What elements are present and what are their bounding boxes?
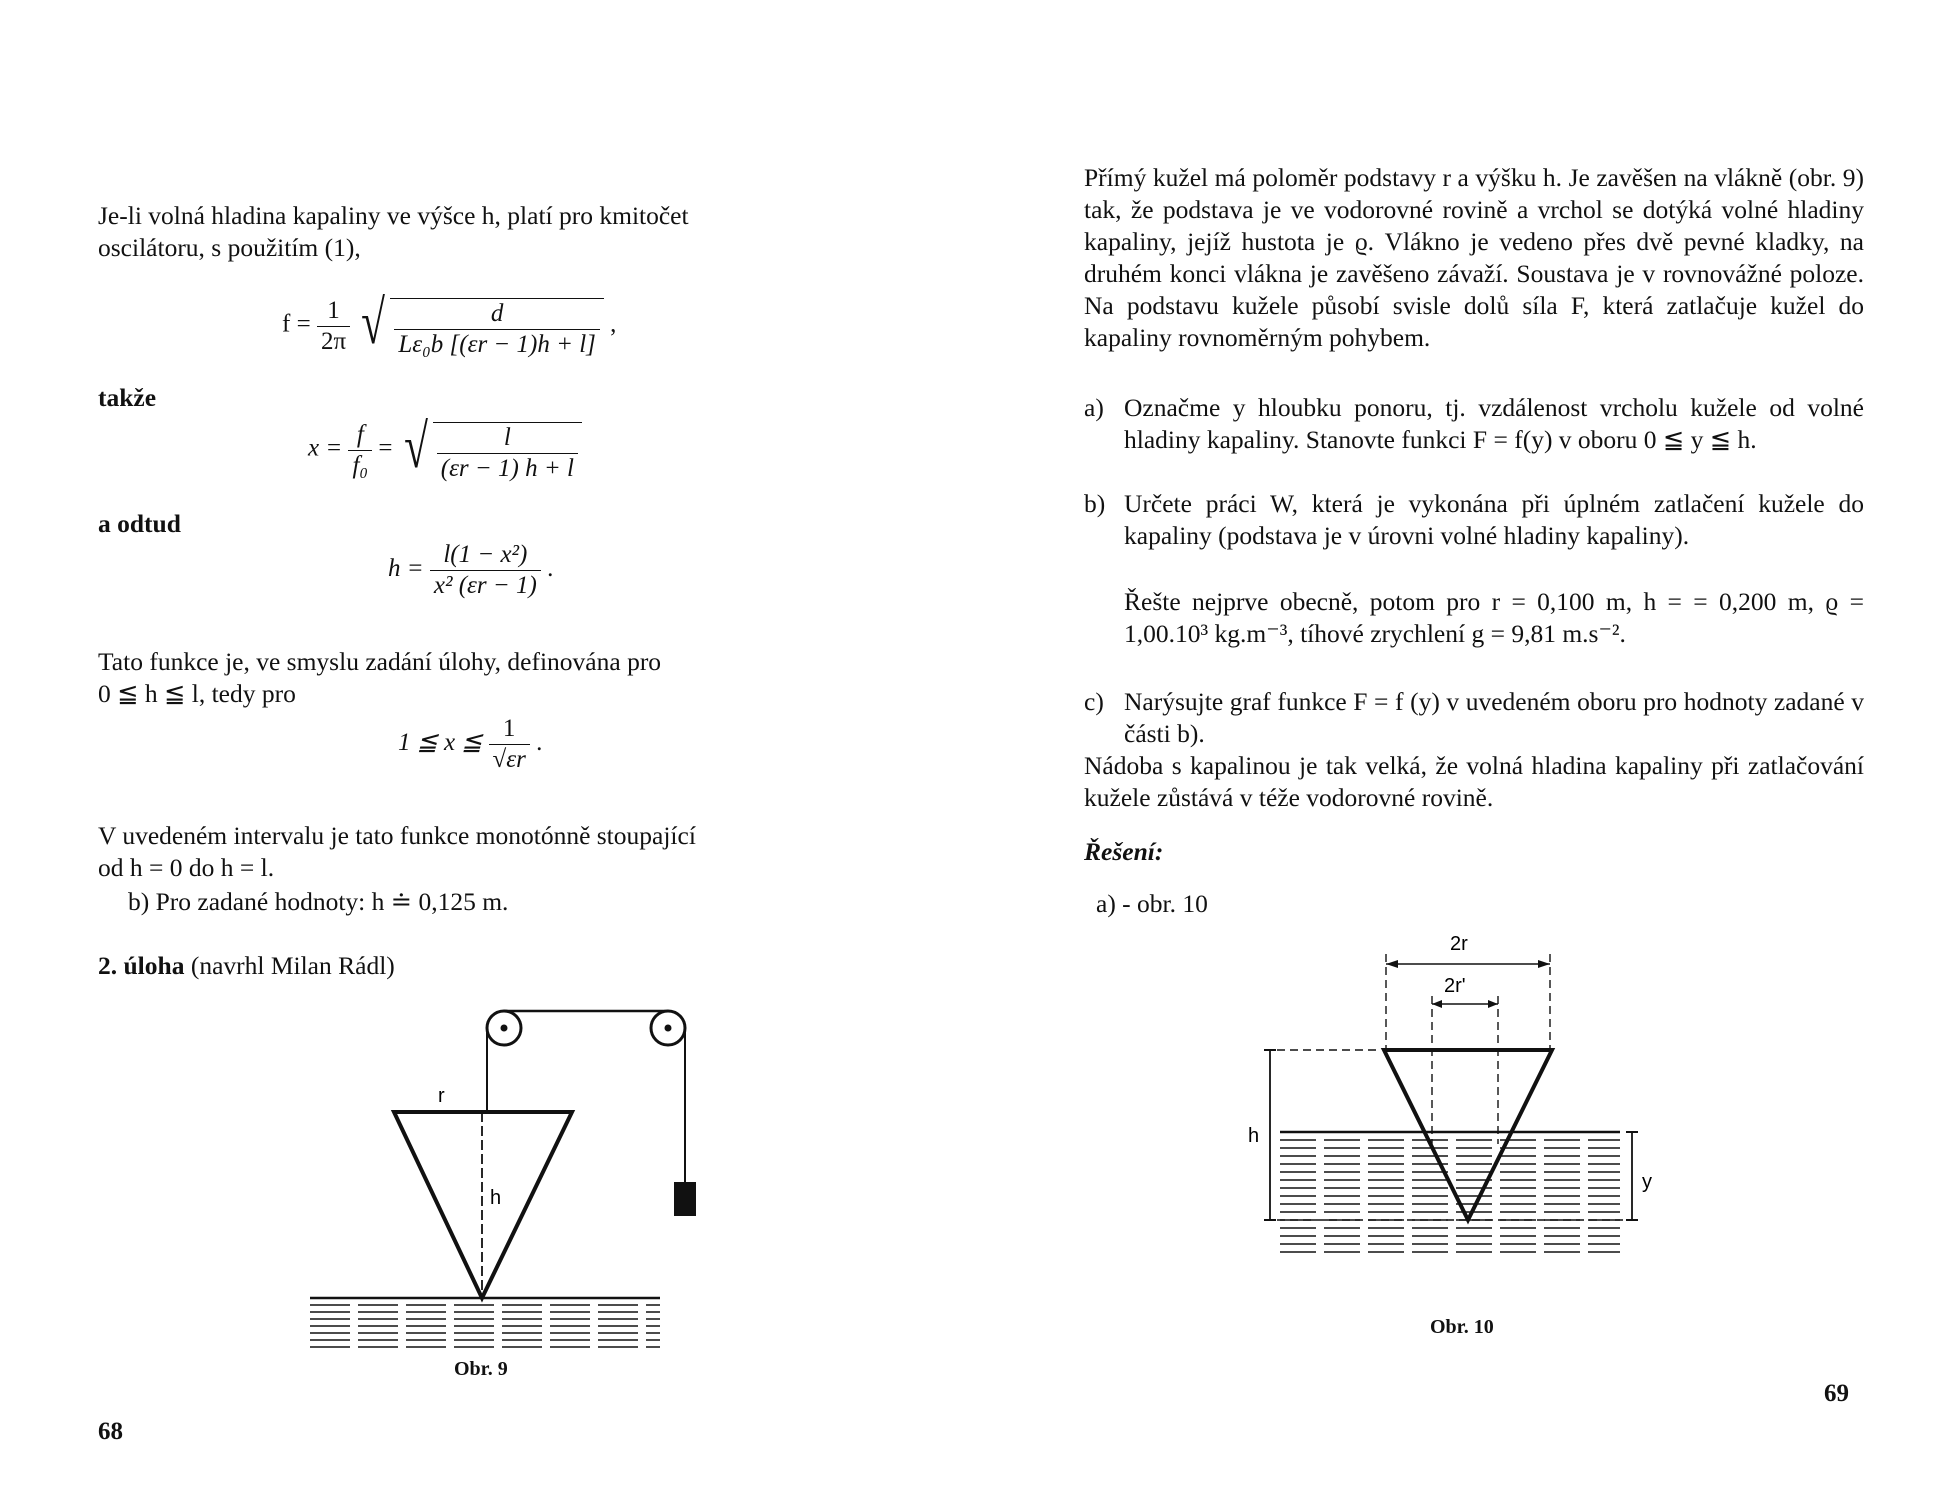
dim-2r-arrow-right <box>1538 960 1550 968</box>
label-odtud: a odtud <box>98 509 181 538</box>
eq2-sqrt-frac <box>437 423 578 484</box>
problem-item-marker: b) <box>1084 489 1106 518</box>
eq1-den: Lε₀b [(εr − 1)h + l] <box>394 329 600 360</box>
eq2-sqrt-num: l <box>503 424 511 451</box>
sqrt-sign: √ <box>361 289 386 357</box>
solution-part-a: a) - obr. 10 <box>1096 889 1208 918</box>
figure-9 <box>290 1000 750 1380</box>
dim-2rp-arrow-left <box>1432 1000 1442 1008</box>
equation-f <box>282 289 617 360</box>
equation-h <box>388 540 553 601</box>
eq2-lhs: x = <box>308 434 343 462</box>
eq2-frac <box>348 420 372 481</box>
eq1-pre-num: 1 <box>327 296 340 324</box>
cone <box>1384 1050 1552 1220</box>
problem-item-text: Narýsujte graf funkce F = f (y) v uvedeném oboru pro hodnoty zadané v části b). <box>1124 687 1864 748</box>
eq1-prefactor <box>317 296 350 357</box>
eq3-lhs: h = <box>388 555 424 583</box>
task-heading-author: (navrhl Milan Rádl) <box>184 951 395 980</box>
label-2r: 2r <box>1450 933 1468 955</box>
left-pulley-axle <box>501 1025 508 1032</box>
problem-item <box>1084 488 1864 552</box>
problem-item-marker: a) <box>1084 393 1104 422</box>
cone <box>394 1112 572 1298</box>
problem-item <box>1084 586 1864 650</box>
problem-item-text: Určete práci W, která je vykonána při úplném zatlačení kužele do kapaliny (podstava je v úrovni volné hladiny kapaliny). <box>1124 489 1864 550</box>
liquid-surface <box>1280 1132 1620 1252</box>
weight-block <box>674 1182 696 1216</box>
page-number-left: 68 <box>98 1418 123 1445</box>
eq3-tail: . <box>547 555 554 583</box>
problem-item-marker: c) <box>1084 687 1104 716</box>
result-line: b) Pro zadané hodnoty: h ≐ 0,125 m. <box>128 887 509 916</box>
right-pulley-axle <box>665 1025 672 1032</box>
eq1-tail: , <box>610 310 617 338</box>
right-page <box>978 0 1956 1500</box>
eq3-den: x² (εr − 1) <box>430 570 541 601</box>
eq2-equals: = <box>378 434 393 462</box>
eq2-num: f <box>356 420 364 448</box>
closing-paragraph: Nádoba s kapalinou je tak velká, že volná hladina kapaliny při zatlačování kužele zůstává v téže vodorovné rovině. <box>1084 751 1864 812</box>
eq2-sqrt <box>399 413 582 484</box>
task-heading <box>98 950 395 982</box>
dim-2r-arrow-left <box>1386 960 1398 968</box>
problem-statement: Přímý kužel má poloměr podstavy r a výšku h. Je zavěšen na vlákně (obr. 9) tak, že podstava je ve vodorovné rovině a vrchol se dotýká volné hladiny kapaliny, jejíž hustota je ϱ. Vlákno je vedeno přes dvě pevné kladky, na druhém konci vlákna je zavěšeno závaží. Soustava je v rovnovážné poloze. Na podstavu kužele působí svisle dolů síla F, která zatlačuje kužel do kapaliny rovnoměrným pohybem. <box>1084 163 1864 352</box>
para2-line-1: Tato funkce je, ve smyslu zadání úlohy, definována pro <box>98 647 662 676</box>
eq1-sqrt <box>356 289 604 360</box>
eq3-num: l(1 − x²) <box>443 541 528 568</box>
solution-heading: Řešení: <box>1084 837 1164 866</box>
page-number-right: 69 <box>1824 1380 1849 1407</box>
eq1-lhs: f = <box>282 310 311 338</box>
label-h: h <box>1248 1125 1260 1147</box>
eq1-pre-den: 2π <box>317 326 350 357</box>
eq4-den: √εr <box>489 744 530 775</box>
dim-2rp-arrow-right <box>1488 1000 1498 1008</box>
label-2r-prime: 2r' <box>1444 975 1466 997</box>
para2-line-2: 0 ≦ h ≦ l, tedy pro <box>98 679 296 708</box>
problem-item <box>1084 392 1864 456</box>
equation-x-range <box>398 714 542 775</box>
sqrt-sign: √ <box>403 413 428 481</box>
intro-line-2: oscilátoru, s použitím (1), <box>98 233 361 262</box>
eq2-sqrt-den: (εr − 1) h + l <box>437 453 578 484</box>
para3-line-2: od h = 0 do h = l. <box>98 853 275 882</box>
task-heading-number: 2. úloha <box>98 951 185 980</box>
para3-line-1: V uvedeném intervalu je tato funkce monotónně stoupající <box>98 821 696 850</box>
eq4-lhs: 1 ≦ x ≦ <box>398 729 483 757</box>
label-r: r <box>438 1085 445 1107</box>
figure-10 <box>1240 920 1720 1300</box>
figure-10-caption: Obr. 10 <box>1430 1316 1494 1338</box>
eq2-den: f₀ <box>348 450 372 481</box>
label-y: y <box>1642 1171 1652 1193</box>
problem-item <box>1084 686 1864 750</box>
eq4-frac <box>489 714 530 775</box>
liquid-surface <box>310 1298 660 1347</box>
eq1-frac <box>394 299 600 360</box>
intro-line-1: Je-li volná hladina kapaliny ve výšce h, platí pro kmitočet <box>98 201 689 230</box>
label-takze: takže <box>98 383 157 412</box>
problem-item-text: Označme y hloubku ponoru, tj. vzdálenost vrcholu kužele od volné hladiny kapaliny. Stanovte funkci F = f(y) v oboru 0 ≦ y ≦ h. <box>1124 393 1864 454</box>
eq1-num: d <box>490 300 504 327</box>
eq4-tail: . <box>536 729 543 757</box>
figure-9-caption: Obr. 9 <box>454 1358 508 1380</box>
problem-item-text: Řešte nejprve obecně, potom pro r = 0,100 m, h = = 0,200 m, ϱ = 1,00.10³ kg.m⁻³, tíhové zrychlení g = 9,81 m.s⁻². <box>1124 587 1864 648</box>
eq3-frac <box>430 540 541 601</box>
equation-x <box>308 413 582 484</box>
label-h: h <box>490 1187 502 1209</box>
eq4-num: 1 <box>502 715 516 742</box>
